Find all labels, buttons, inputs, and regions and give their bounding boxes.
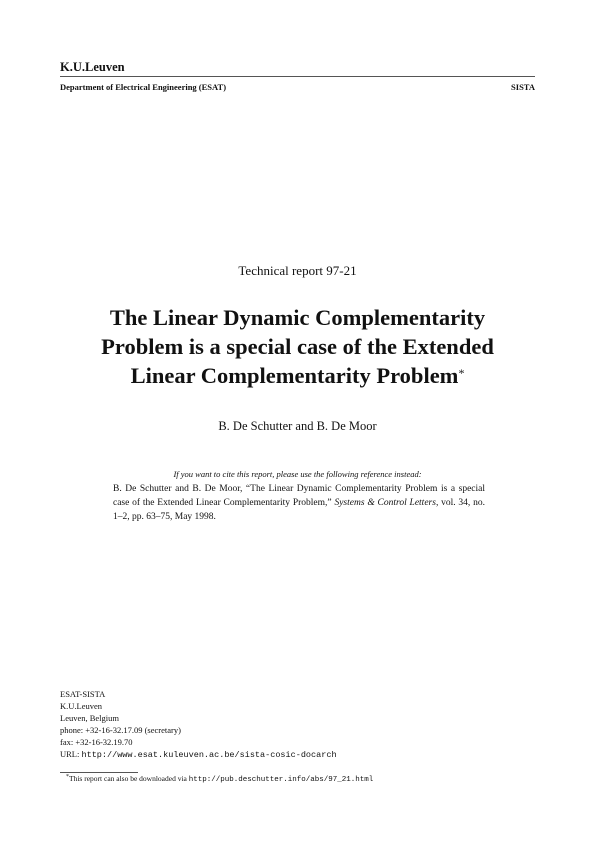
title-line-3-text: Linear Complementarity Problem xyxy=(130,363,459,388)
address-line-2: K.U.Leuven xyxy=(60,701,103,711)
address-line-1: ESAT-SISTA xyxy=(60,689,106,699)
citation-reference xyxy=(113,482,485,524)
address-line-3: Leuven, Belgium xyxy=(60,713,120,723)
title-line-3 xyxy=(60,361,535,390)
address-phone: phone: +32-16-32.17.09 (secretary) xyxy=(60,725,181,735)
address-url-link[interactable]: http://www.esat.kuleuven.ac.be/sista-cosic-docarch xyxy=(81,750,337,760)
address-fax: fax: +32-16-32.19.70 xyxy=(60,737,133,747)
footnote xyxy=(66,774,373,784)
header-rule xyxy=(60,76,535,77)
citation-text-after: , vol. 34, no. 1–2, pp. 63–75, May 1998. xyxy=(113,498,485,522)
institution-name: K.U.Leuven xyxy=(60,60,125,74)
footnote-rule xyxy=(60,772,138,773)
research-group: SISTA xyxy=(511,82,535,92)
title-footnote-mark: * xyxy=(458,366,465,380)
department-name: Department of Electrical Engineering (ESAT) xyxy=(60,82,227,92)
citation-journal: Systems & Control Letters xyxy=(334,498,436,508)
footnote-text: This report can also be downloaded via xyxy=(69,774,189,783)
report-number: Technical report 97-21 xyxy=(238,263,357,278)
page-title xyxy=(60,303,535,390)
contact-address xyxy=(60,688,337,761)
title-line-2: Problem is a special case of the Extended xyxy=(101,334,494,359)
citation-note: If you want to cite this report, please use the following reference instead: xyxy=(173,469,422,479)
footnote-url-link[interactable]: http://pub.deschutter.info/abs/97_21.html xyxy=(188,776,374,784)
citation-text-before: B. De Schutter and B. De Moor, “The Linear Dynamic Complementarity Problem is a special case of the Extended Linear Complementarity Problem,” xyxy=(113,484,485,508)
footnote-mark: * xyxy=(66,774,69,780)
title-line-1: The Linear Dynamic Complementarity xyxy=(109,305,486,330)
address-url-line xyxy=(60,748,337,761)
address-url-label: URL: xyxy=(60,749,82,759)
authors: B. De Schutter and B. De Moor xyxy=(218,419,377,433)
